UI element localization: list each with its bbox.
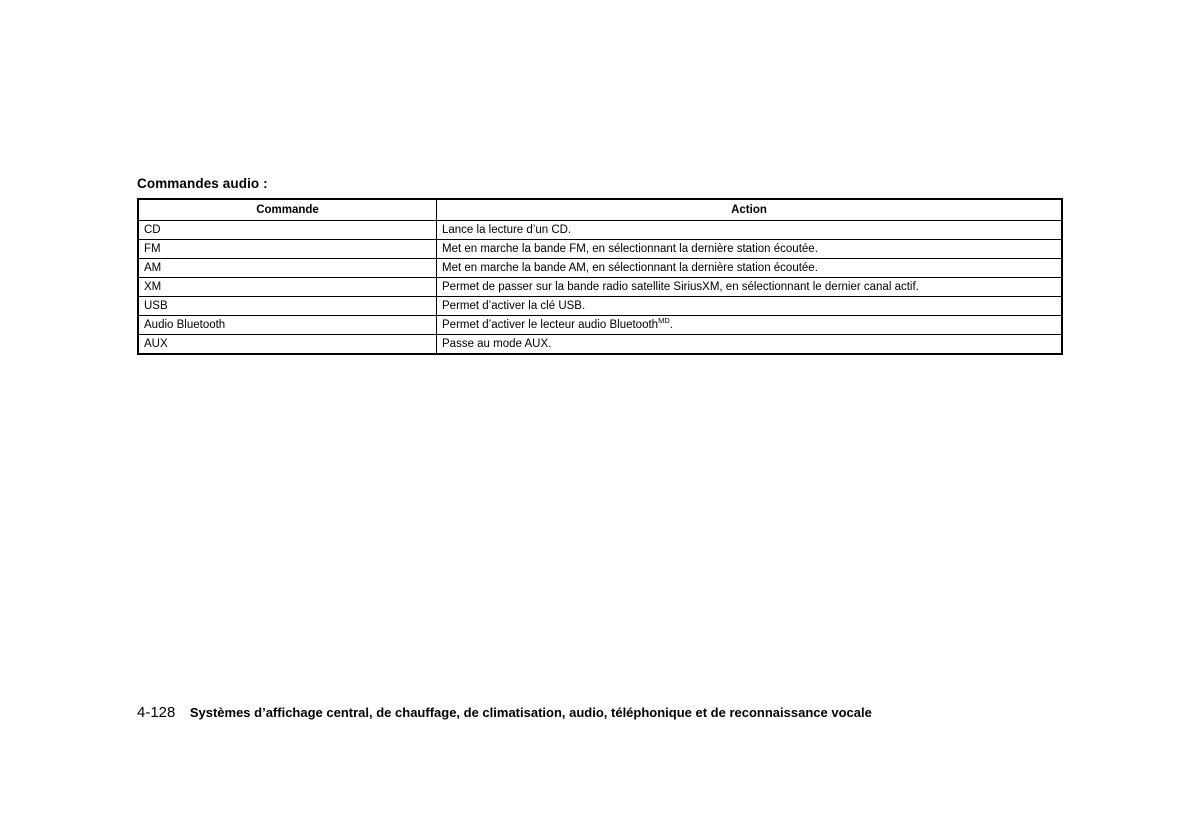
audio-commands-table (137, 198, 1063, 355)
command-cell: CD (138, 221, 437, 240)
table-row (138, 335, 1062, 355)
column-header-action: Action (437, 199, 1063, 221)
chapter-title: Systèmes d’affichage central, de chauffage, de climatisation, audio, téléphonique et de reconnaissance vocale (189, 705, 872, 720)
table-header-row (138, 199, 1062, 221)
section-title: Commandes audio : (137, 176, 268, 191)
action-cell: Lance la lecture d’un CD. (437, 221, 1063, 240)
action-cell (437, 316, 1063, 335)
table-row (138, 316, 1062, 335)
page-footer (137, 704, 872, 722)
command-cell: AM (138, 259, 437, 278)
trademark-superscript: MD (658, 316, 670, 325)
table-row (138, 278, 1062, 297)
command-cell: Audio Bluetooth (138, 316, 437, 335)
page-number: 4-128 (137, 704, 176, 721)
command-cell: USB (138, 297, 437, 316)
action-suffix: . (669, 319, 673, 331)
action-cell: Met en marche la bande FM, en sélectionnant la dernière station écoutée. (437, 240, 1063, 259)
action-text: Permet d’activer le lecteur audio Bluetooth (442, 319, 659, 331)
column-header-command: Commande (138, 199, 437, 221)
table-row (138, 240, 1062, 259)
table-row (138, 259, 1062, 278)
table-row (138, 221, 1062, 240)
action-cell: Permet de passer sur la bande radio satellite SiriusXM, en sélectionnant le dernier canal actif. (437, 278, 1063, 297)
command-cell: FM (138, 240, 437, 259)
table-row (138, 297, 1062, 316)
action-cell: Permet d’activer la clé USB. (437, 297, 1063, 316)
action-cell: Passe au mode AUX. (437, 335, 1063, 355)
action-cell: Met en marche la bande AM, en sélectionnant la dernière station écoutée. (437, 259, 1063, 278)
command-cell: XM (138, 278, 437, 297)
command-cell: AUX (138, 335, 437, 355)
